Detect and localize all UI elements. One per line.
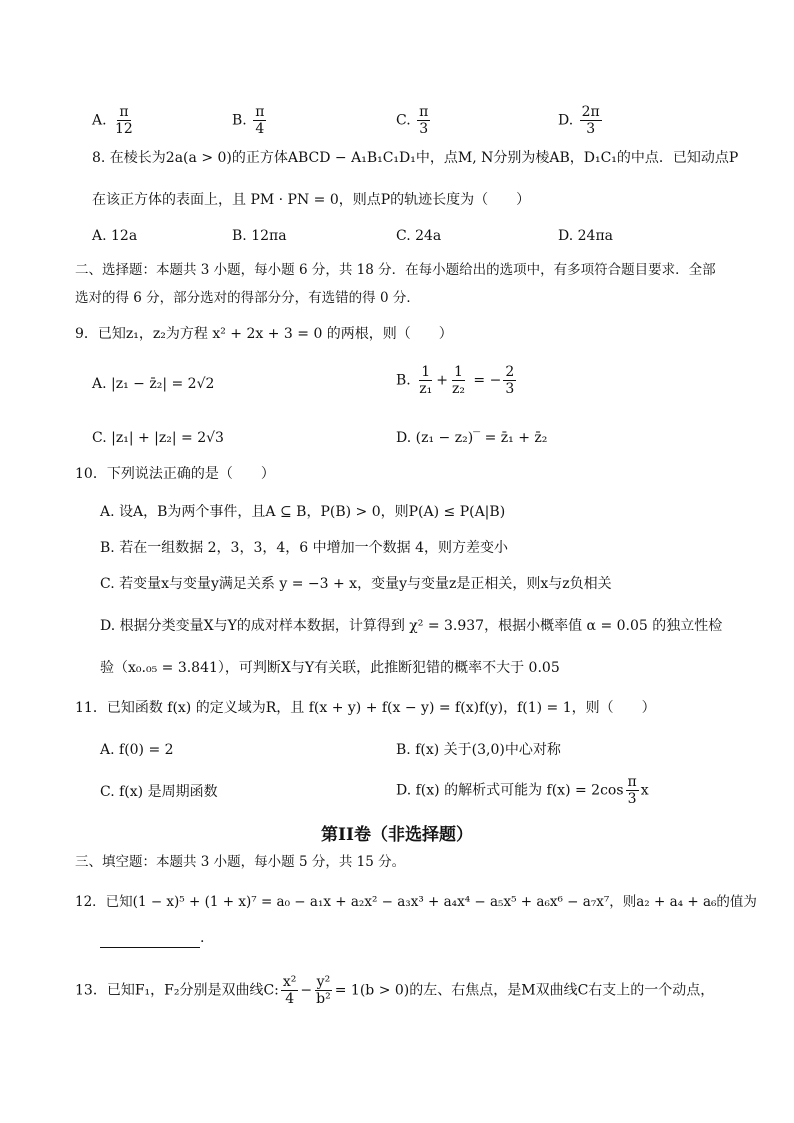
fraction: $\frac{\text{x²}}{4}$ [282, 974, 297, 1007]
answer-blank[interactable] [100, 933, 200, 948]
q11-option-a: A. f(0) = 2 [100, 742, 174, 758]
q9-option-a: A. |z₁ − z̄₂| = 2√2 [92, 376, 215, 392]
q7-option-d: D. $\frac{2\pi}{3}$ [558, 104, 600, 137]
q12-answer-line: . [100, 928, 204, 948]
q12-stem: 12．已知(1 − x)⁵ + (1 + x)⁷ = a₀ − a₁x + a₂x² − a₃x³ + a₄x⁴ − a₅x⁵ + a₆x⁶ − a₇x⁷，则a₂ + a₄ + a₆的值为 [75, 894, 757, 910]
q10-stem: 10．下列说法正确的是（ ） [75, 466, 275, 482]
q7-option-a: A. $\frac{\pi}{12}$ [92, 104, 133, 137]
fraction: $\frac{\pi}{12}$ [115, 104, 133, 137]
q11-option-b: B. f(x) 关于(3,0)中心对称 [396, 742, 561, 758]
fraction: $\frac{\pi}{3}$ [419, 104, 429, 137]
q10-option-a: A. 设A，B为两个事件，且A ⊆ B，P(B) > 0，则P(A) ≤ P(A|B) [100, 504, 506, 520]
q7-option-b: B. $\frac{\pi}{4}$ [232, 104, 265, 137]
q8-stem-line2: 在该正方体的表面上，且 PM · PN = 0，则点P的轨迹长度为（ ） [92, 192, 531, 208]
q10-option-d-line2: 验（x₀.₀₅ = 3.841），可判断X与Y有关联，此推断犯错的概率不大于 0.05 [100, 660, 560, 676]
q7-option-c: C. $\frac{\pi}{3}$ [396, 104, 429, 137]
q10-option-d-line1: D. 根据分类变量X与Y的成对样本数据，计算得到 χ² = 3.937，根据小概率值 α = 0.05 的独立性检 [100, 618, 723, 634]
q8-option-d: D. 24πa [558, 228, 613, 244]
q8-option-b: B. 12πa [232, 228, 287, 244]
q10-option-c: C. 若变量x与变量y满足关系 y = −3 + x，变量y与变量z是正相关，则x与z负相关 [100, 576, 612, 592]
fraction: $\frac{2\pi}{3}$ [581, 104, 600, 137]
q8-option-c: C. 24a [396, 228, 442, 244]
q8-stem-line1: 8. 在棱长为2a(a > 0)的正方体ABCD − A₁B₁C₁D₁中，点M, N分别为棱AB，D₁C₁的中点．已知动点P [92, 150, 739, 166]
q10-option-b: B. 若在一组数据 2，3，3，4，6 中增加一个数据 4，则方差变小 [100, 540, 508, 556]
fraction: $\frac{\pi}{4}$ [255, 104, 265, 137]
fraction: $\frac{1}{\text{z₂}}$ [451, 364, 465, 397]
fraction: $\frac{2}{3}$ [505, 364, 515, 397]
q11-stem: 11．已知函数 f(x) 的定义域为R，且 f(x + y) + f(x − y) = f(x)f(y)，f(1) = 1，则（ ） [75, 700, 656, 716]
q11-option-c: C. f(x) 是周期函数 [100, 784, 218, 800]
q13-stem: 13．已知F₁，F₂分别是双曲线C: $\frac{\text{x²}}{4}$ − $\frac{\text{y²}}{\text{b²}}$ = 1(b > 0)的左、右焦点，是M双曲线C右支上的一个动点， [75, 974, 715, 1007]
section3-instructions: 三、填空题：本题共 3 小题，每小题 5 分，共 15 分。 [75, 854, 406, 870]
q11-option-d: D. f(x) 的解析式可能为 f(x) = 2cos $\frac{\pi}{3}$ x [396, 774, 649, 807]
section2-instructions-line2: 选对的得 6 分，部分选对的得部分分，有选错的得 0 分． [75, 290, 420, 306]
q8-option-a: A. 12a [92, 228, 138, 244]
q9-option-b: B. $\frac{1}{\text{z₁}}$ + $\frac{1}{\text{z₂}}$ = − $\frac{2}{3}$ [396, 364, 515, 397]
q9-option-c: C. |z₁| + |z₂| = 2√3 [92, 430, 224, 446]
q9-stem: 9．已知z₁，z₂为方程 x² + 2x + 3 = 0 的两根，则（ ） [75, 326, 453, 342]
fraction: $\frac{\text{y²}}{\text{b²}}$ [316, 974, 331, 1007]
section2-instructions-line1: 二、选择题：本题共 3 小题，每小题 6 分，共 18 分．在每小题给出的选项中，有多项符合题目要求．全部 [75, 262, 716, 278]
part2-heading: 第II卷（非选择题） [321, 825, 473, 845]
fraction: $\frac{1}{\text{z₁}}$ [419, 364, 433, 397]
q9-option-d: D. (z₁ − z₂)‾ = z̄₁ + z̄₂ [396, 430, 548, 446]
fraction: $\frac{\pi}{3}$ [627, 774, 637, 807]
